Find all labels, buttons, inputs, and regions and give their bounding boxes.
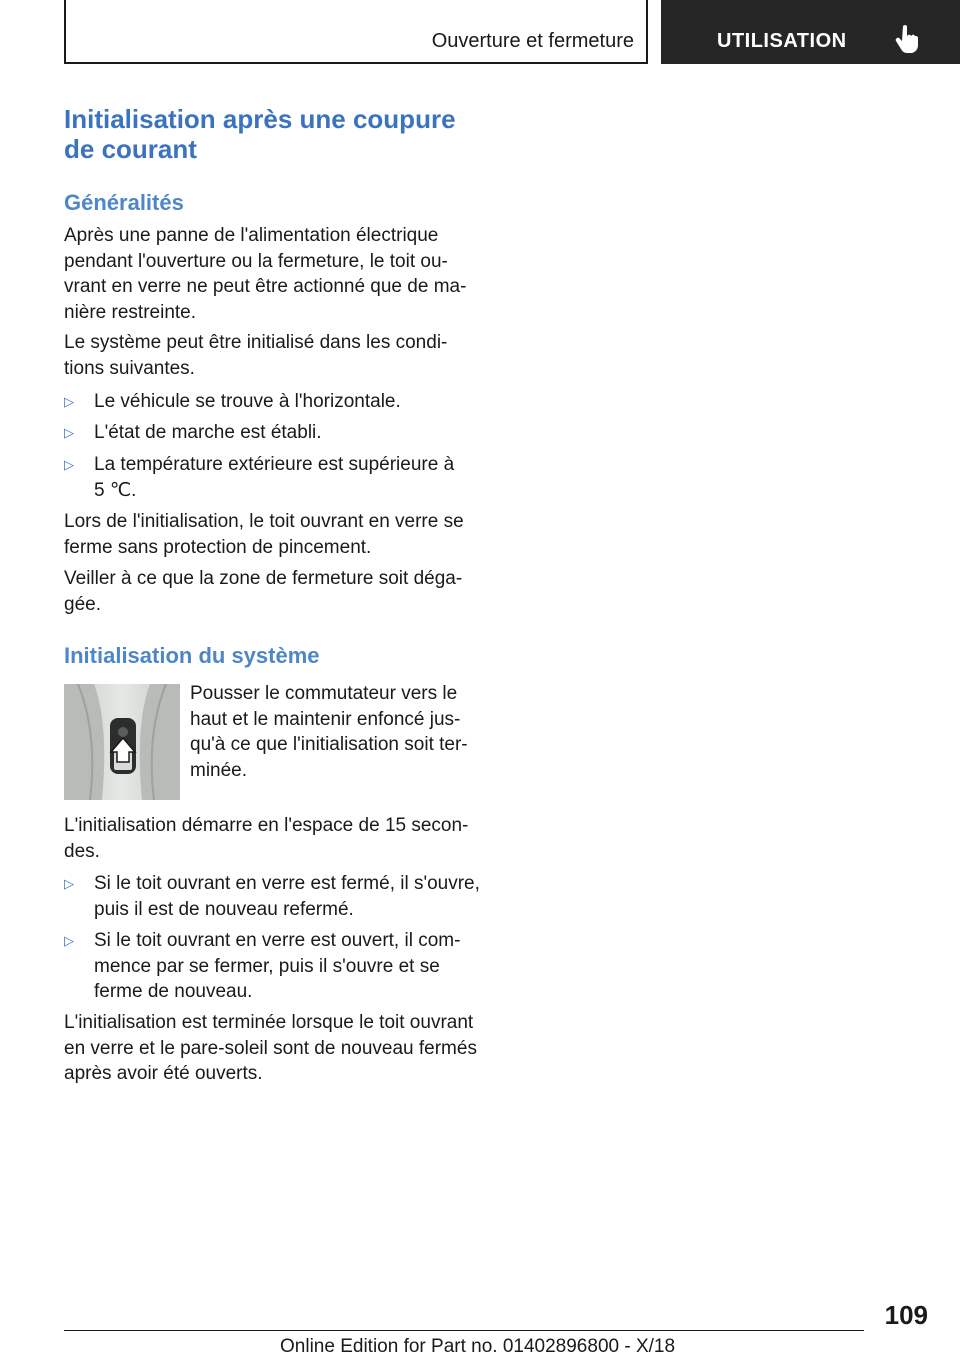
- bullet-triangle-icon: ▷: [64, 933, 74, 948]
- hand-pointer-icon: [895, 24, 921, 54]
- paragraph: Lors de l'initialisation, le toit ouvrant en verre se ferme sans protection de pincement.: [64, 511, 464, 558]
- header-section-tab: [661, 0, 960, 64]
- paragraph: Après une panne de l'alimentation électrique pendant l'ouverture ou la fermeture, le toit ou-vrant en verre ne peut être actionné que de ma-nière restreinte.: [64, 225, 467, 323]
- header-section-title: UTILISATION: [717, 30, 847, 52]
- bullet-triangle-icon: ▷: [64, 457, 74, 472]
- bullet-triangle-icon: ▷: [64, 876, 74, 891]
- bullet-triangle-icon: ▷: [64, 425, 74, 440]
- paragraph: Veiller à ce que la zone de fermeture soit déga-gée.: [64, 568, 463, 615]
- list-item: ▷ Si le toit ouvrant en verre est ouvert, il com-mence par se fermer, puis il s'ouvre et se ferme de nouveau.: [64, 930, 461, 1002]
- roof-switch-push-up-icon: [64, 684, 180, 800]
- paragraph: L'initialisation démarre en l'espace de 15 secon-des.: [64, 815, 469, 862]
- page-title: Initialisation après une coupure de courant: [64, 104, 456, 164]
- list-item: ▷ La température extérieure est supérieure à 5 ℃.: [64, 454, 455, 501]
- bullet-triangle-icon: ▷: [64, 394, 74, 409]
- footer-divider: [64, 1330, 864, 1331]
- list-item: ▷ Si le toit ouvrant en verre est fermé, il s'ouvre, puis il est de nouveau refermé.: [64, 873, 480, 920]
- footer-edition: Online Edition for Part no. 01402896800 - X/18: [280, 1336, 676, 1357]
- heading-initialisation-systeme: Initialisation du système: [64, 643, 320, 668]
- header-chapter-title: Ouverture et fermeture: [431, 30, 634, 52]
- paragraph: Le système peut être initialisé dans les condi-tions suivantes.: [64, 332, 448, 379]
- paragraph: L'initialisation est terminée lorsque le toit ouvrant en verre et le pare-soleil sont de nouveau fermés après avoir été ouverts.: [64, 1012, 477, 1084]
- page-number: 109: [884, 1300, 928, 1330]
- list-item: ▷ L'état de marche est établi.: [64, 420, 480, 446]
- list-item: ▷ Le véhicule se trouve à l'horizontale.: [64, 389, 480, 415]
- header-chapter-box: [64, 0, 648, 64]
- heading-generalites: Généralités: [64, 190, 184, 215]
- figure-caption: Pousser le commutateur vers le haut et le maintenir enfoncé jus-qu'à ce que l'initialisation soit ter-minée.: [190, 683, 468, 781]
